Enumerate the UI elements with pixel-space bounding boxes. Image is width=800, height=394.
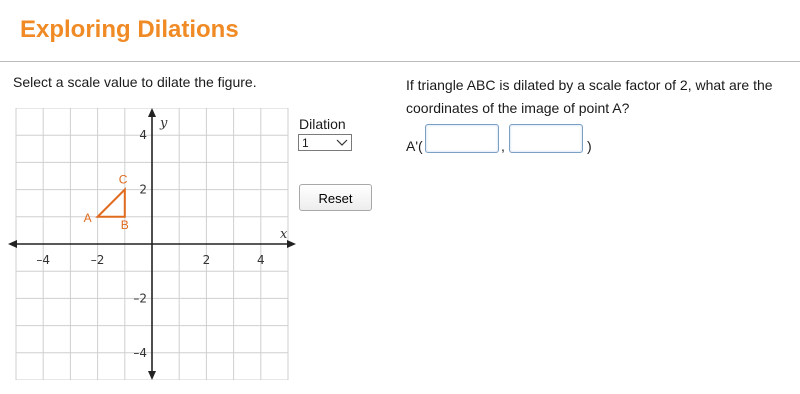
x-tick-label: –2 <box>90 253 105 267</box>
x-tick-label: –4 <box>36 253 51 267</box>
y-axis-arrow-bottom <box>148 371 156 380</box>
coordinate-graph <box>8 108 296 380</box>
x-axis-arrow-right <box>287 240 296 248</box>
x-tick-label: 2 <box>202 253 211 267</box>
answer-prefix: A'( <box>406 138 423 154</box>
axes <box>8 108 296 380</box>
y-tick-label: 4 <box>139 128 147 143</box>
a-prime-y-input[interactable] <box>509 124 583 153</box>
instruction-text: Select a scale value to dilate the figure. <box>13 74 257 90</box>
chevron-down-icon <box>336 137 348 147</box>
vertex-label-c: C <box>118 172 128 187</box>
header-divider <box>0 61 800 62</box>
question-text: If triangle ABC is dilated by a scale factor of 2, what are the coordinates of the image of point A? <box>406 77 773 116</box>
page-title: Exploring Dilations <box>20 16 239 43</box>
triangle-outline <box>98 190 125 217</box>
vertex-label-b: B <box>120 217 129 232</box>
x-axis-arrow-left <box>8 240 17 248</box>
dilation-label: Dilation <box>299 116 346 132</box>
y-tick-label: –2 <box>133 291 147 306</box>
a-prime-x-input[interactable] <box>425 124 499 153</box>
dilation-select[interactable] <box>298 134 352 151</box>
x-axis-label: x <box>280 227 288 242</box>
y-tick-label: 2 <box>139 182 147 197</box>
y-axis-arrow-top <box>148 108 156 117</box>
vertex-label-a: A <box>83 210 92 225</box>
x-tick-label: 4 <box>256 253 265 267</box>
reset-button[interactable]: Reset <box>299 184 372 211</box>
y-axis-label: y <box>160 116 168 131</box>
triangle-abc <box>84 173 129 232</box>
answer-separator: , <box>501 138 505 154</box>
answer-suffix: ) <box>587 138 592 154</box>
y-tick-label: –4 <box>133 345 147 360</box>
dilation-selected-value: 1 <box>302 136 309 150</box>
